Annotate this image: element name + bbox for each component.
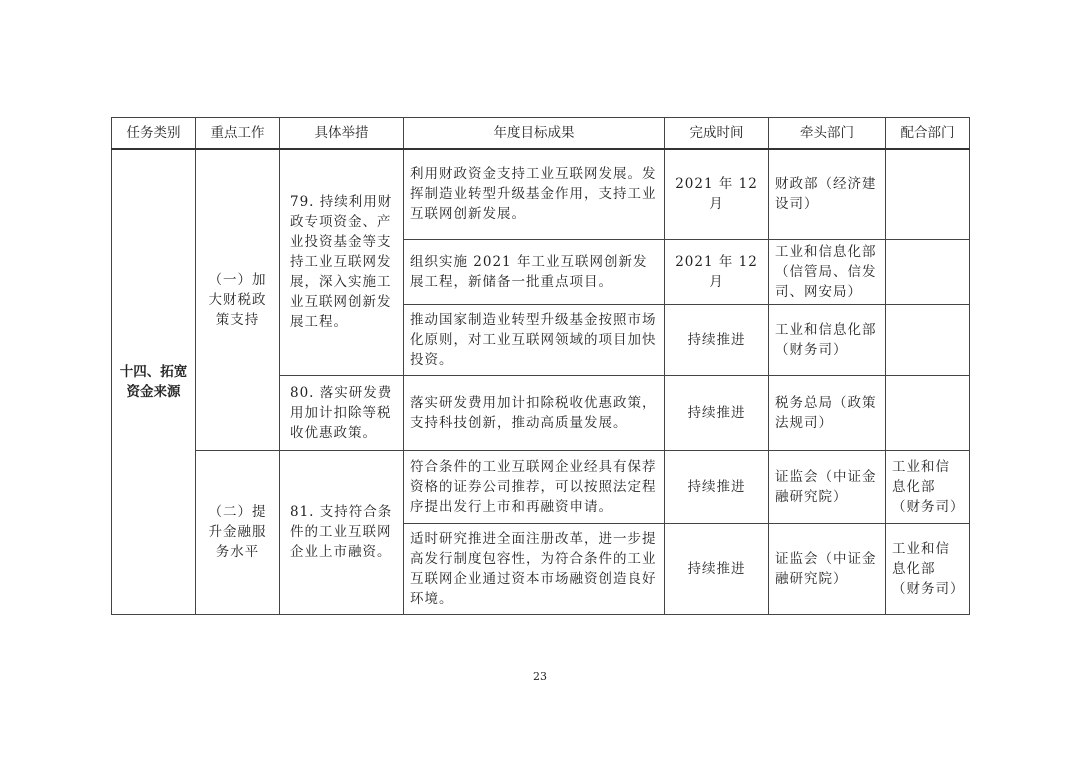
time-cell: 2021 年 12 月	[665, 149, 769, 239]
time-cell: 持续推进	[665, 450, 769, 523]
header-row	[112, 118, 970, 150]
task-table	[111, 117, 970, 615]
header-time: 完成时间	[665, 118, 769, 150]
table-row	[112, 450, 970, 523]
time-cell: 持续推进	[665, 375, 769, 450]
lead-cell: 工业和信息化部（财务司）	[769, 304, 886, 375]
time-cell: 持续推进	[665, 523, 769, 614]
header-focus: 重点工作	[196, 118, 280, 150]
coop-cell: 工业和信息化部（财务司）	[886, 523, 970, 614]
coop-cell: 工业和信息化部（财务司）	[886, 450, 970, 523]
lead-cell: 证监会（中证金融研究院）	[769, 523, 886, 614]
lead-cell: 税务总局（政策法规司）	[769, 375, 886, 450]
measure-79: 79. 持续利用财政专项资金、产业投资基金等支持工业互联网发展，深入实施工业互联网创新发展工程。	[280, 149, 404, 375]
goal-cell: 符合条件的工业互联网企业经具有保荐资格的证券公司推荐，可以按照法定程序提出发行上市和再融资申请。	[404, 450, 665, 523]
goal-cell: 利用财政资金支持工业互联网发展。发挥制造业转型升级基金作用，支持工业互联网创新发展。	[404, 149, 665, 239]
header-lead: 牵头部门	[769, 118, 886, 150]
focus-cell-1: （一）加大财税政策支持	[196, 149, 280, 450]
coop-cell	[886, 304, 970, 375]
lead-cell: 财政部（经济建设司）	[769, 149, 886, 239]
lead-cell: 证监会（中证金融研究院）	[769, 450, 886, 523]
goal-cell: 适时研究推进全面注册改革，进一步提高发行制度包容性，为符合条件的工业互联网企业通过资本市场融资创造良好环境。	[404, 523, 665, 614]
time-cell: 2021 年 12 月	[665, 239, 769, 304]
header-category: 任务类别	[112, 118, 196, 150]
header-measure: 具体举措	[280, 118, 404, 150]
header-coop: 配合部门	[886, 118, 970, 150]
coop-cell	[886, 375, 970, 450]
page-number: 23	[533, 670, 547, 683]
table-row	[112, 149, 970, 239]
focus-cell-2: （二）提升金融服务水平	[196, 450, 280, 614]
coop-cell	[886, 239, 970, 304]
measure-80: 80. 落实研发费用加计扣除等税收优惠政策。	[280, 375, 404, 450]
lead-cell: 工业和信息化部（信管局、信发司、网安局）	[769, 239, 886, 304]
coop-cell	[886, 149, 970, 239]
goal-cell: 组织实施 2021 年工业互联网创新发展工程，新储备一批重点项目。	[404, 239, 665, 304]
category-cell: 十四、拓宽资金来源	[112, 149, 196, 614]
goal-cell: 推动国家制造业转型升级基金按照市场化原则，对工业互联网领域的项目加快投资。	[404, 304, 665, 375]
header-goal: 年度目标成果	[404, 118, 665, 150]
measure-81: 81. 支持符合条件的工业互联网企业上市融资。	[280, 450, 404, 614]
goal-cell: 落实研发费用加计扣除税收优惠政策，支持科技创新，推动高质量发展。	[404, 375, 665, 450]
time-cell: 持续推进	[665, 304, 769, 375]
